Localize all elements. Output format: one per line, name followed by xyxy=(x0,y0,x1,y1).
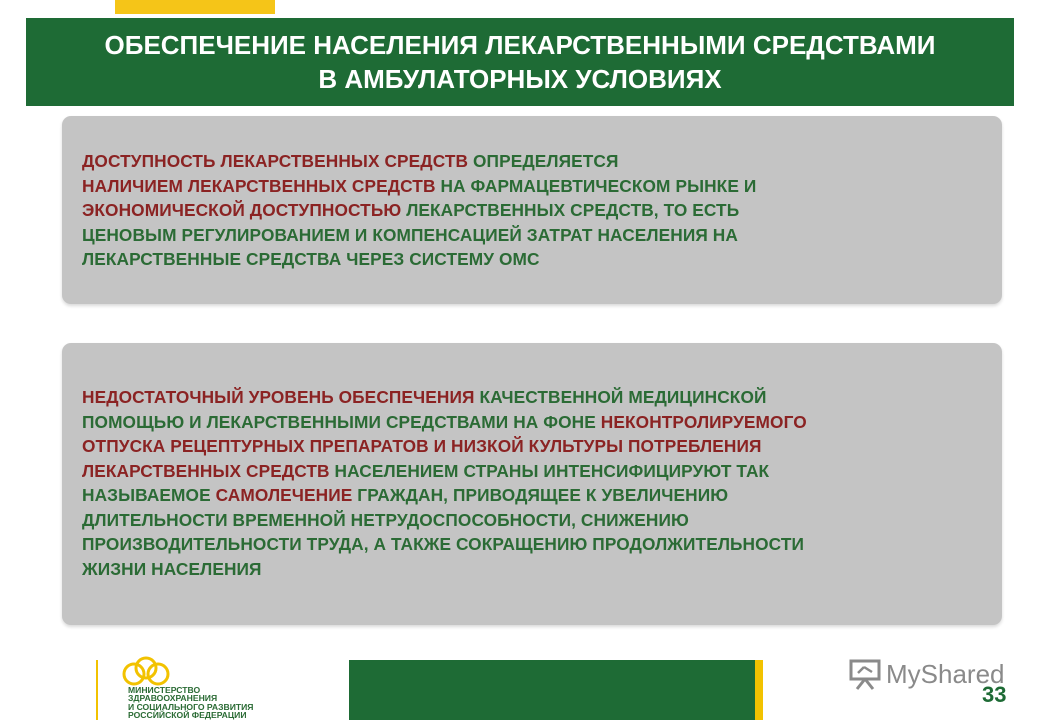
highlight-text: НАЛИЧИЕМ ЛЕКАРСТВЕННЫХ СРЕДСТВ xyxy=(82,175,441,196)
highlight-text: ЭКОНОМИЧЕСКОЙ ДОСТУПНОСТЬЮ xyxy=(82,200,407,220)
highlight-text: ЛЕКАРСТВЕННЫХ СРЕДСТВ xyxy=(82,460,335,481)
title-line-1: ОБЕСПЕЧЕНИЕ НАСЕЛЕНИЯ ЛЕКАРСТВЕННЫМИ СРЕДСТВАМИ xyxy=(104,30,936,60)
text-line xyxy=(82,508,982,533)
text-line xyxy=(82,247,982,272)
body-text: ДЛИТЕЛЬНОСТИ ВРЕМЕННОЙ НЕТРУДОСПОСОБНОСТИ, СНИЖЕНИЮ xyxy=(82,509,689,530)
title-banner xyxy=(26,18,1014,106)
title-line-2: В АМБУЛАТОРНЫХ УСЛОВИЯХ xyxy=(318,64,722,94)
text-line xyxy=(82,149,982,174)
presentation-board-icon xyxy=(848,657,882,691)
ministry-name xyxy=(128,686,254,720)
ministry-line-1: МИНИСТЕРСТВО xyxy=(128,685,201,695)
text-line xyxy=(82,459,982,484)
text-line xyxy=(82,410,982,435)
highlight-text: НЕКОНТРОЛИРУЕМОГО xyxy=(600,411,807,432)
text-line xyxy=(82,532,982,557)
body-text: ПОМОЩЬЮ И ЛЕКАРСТВЕННЫМИ СРЕДСТВАМИ НА ФОНЕ xyxy=(82,411,601,432)
body-text: ОПРЕДЕЛЯЕТСЯ xyxy=(473,151,619,171)
text-line xyxy=(82,198,982,223)
highlight-text: НЕДОСТАТОЧНЫЙ УРОВЕНЬ ОБЕСПЕЧЕНИЯ xyxy=(82,387,480,407)
availability-panel xyxy=(62,116,1002,304)
highlight-text: САМОЛЕЧЕНИЕ xyxy=(215,485,358,505)
body-text: КАЧЕСТВЕННОЙ МЕДИЦИНСКОЙ xyxy=(479,387,767,407)
ministry-line-3: И СОЦИАЛЬНОГО РАЗВИТИЯ xyxy=(128,701,254,712)
body-text: ЛЕКАРСТВЕННЫХ СРЕДСТВ, ТО ЕСТЬ xyxy=(406,200,740,220)
body-text: ЦЕНОВЫМ РЕГУЛИРОВАНИЕМ И КОМПЕНСАЦИЕЙ ЗАТРАТ НАСЕЛЕНИЯ НА xyxy=(82,224,738,245)
text-line xyxy=(82,223,982,248)
text-line xyxy=(82,174,982,199)
top-accent-bar xyxy=(115,0,275,14)
page-number: 33 xyxy=(982,682,1007,707)
ministry-logo xyxy=(96,660,298,720)
self-medication-panel xyxy=(62,343,1002,625)
ministry-line-2: ЗДРАВООХРАНЕНИЯ xyxy=(128,693,218,704)
text-line xyxy=(82,557,982,582)
text-line xyxy=(82,483,982,508)
body-text: ГРАЖДАН, ПРИВОДЯЩЕЕ К УВЕЛИЧЕНИЮ xyxy=(357,485,729,505)
text-line xyxy=(82,385,982,410)
footer-green-block xyxy=(349,660,763,720)
body-text: ЛЕКАРСТВЕННЫЕ СРЕДСТВА ЧЕРЕЗ СИСТЕМУ ОМС xyxy=(82,249,540,269)
body-text: ПРОИЗВОДИТЕЛЬНОСТИ ТРУДА, А ТАКЖЕ СОКРАЩЕНИЮ ПРОДОЛЖИТЕЛЬНОСТИ xyxy=(82,534,805,554)
body-text: НАЗЫВАЕМОЕ xyxy=(82,485,216,505)
body-text: НА ФАРМАЦЕВТИЧЕСКОМ РЫНКЕ И xyxy=(440,175,757,196)
highlight-text: ОТПУСКА РЕЦЕПТУРНЫХ ПРЕПАРАТОВ И НИЗКОЙ КУЛЬТУРЫ ПОТРЕБЛЕНИЯ xyxy=(82,436,762,456)
body-text: НАСЕЛЕНИЕМ СТРАНЫ ИНТЕНСИФИЦИРУЮТ ТАК xyxy=(334,460,770,481)
body-text: ЖИЗНИ НАСЕЛЕНИЯ xyxy=(82,558,262,579)
watermark-text: MyShared xyxy=(886,658,1005,689)
ministry-line-4: РОССИЙСКОЙ ФЕДЕРАЦИИ xyxy=(128,710,247,720)
text-line xyxy=(82,434,982,459)
highlight-text: ДОСТУПНОСТЬ ЛЕКАРСТВЕННЫХ СРЕДСТВ xyxy=(82,151,474,171)
